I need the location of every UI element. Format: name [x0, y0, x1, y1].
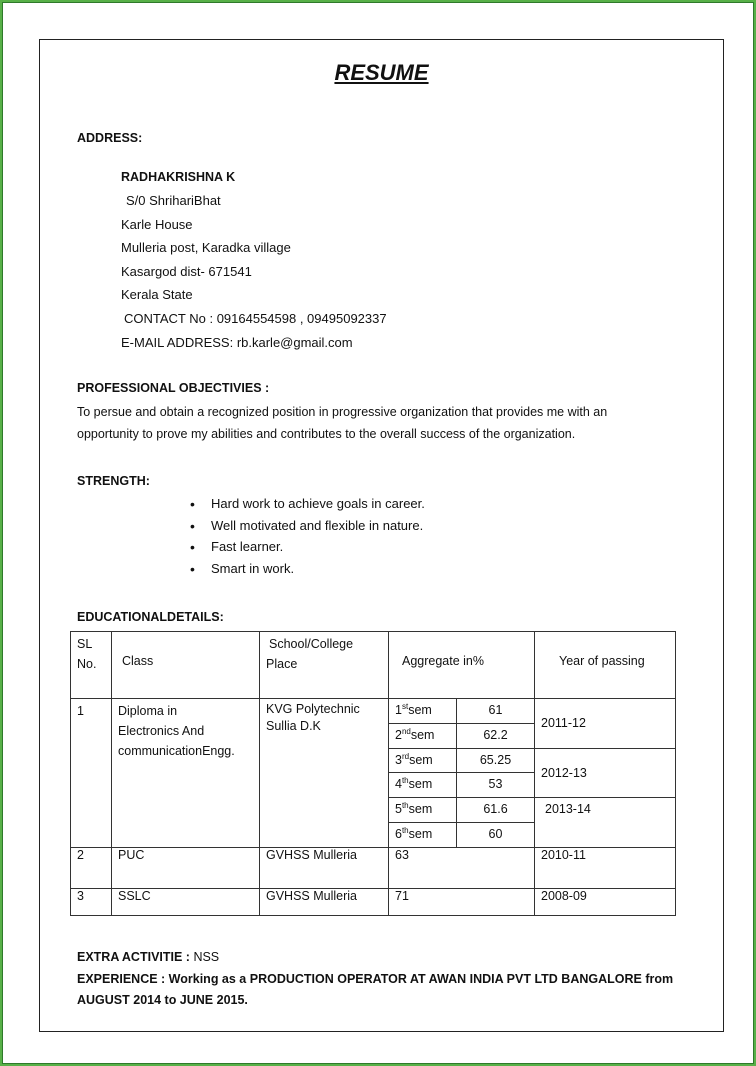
semester-label: 2ndsem — [389, 723, 457, 748]
table-header-row — [71, 632, 676, 699]
row-school: GVHSS Mulleria — [260, 847, 389, 888]
row-sl: 2 — [71, 847, 112, 888]
strength-heading: STRENGTH: — [77, 474, 150, 488]
semester-percent: 62.2 — [457, 723, 535, 748]
year-cell: 2011-12 — [535, 699, 676, 749]
header-sl: SL No. — [71, 632, 112, 699]
address-line: Kerala State — [121, 287, 193, 302]
table-row — [71, 847, 676, 888]
row-year: 2008-09 — [535, 888, 676, 915]
resume-page — [39, 39, 724, 1032]
row-sl: 3 — [71, 888, 112, 915]
extra-activities: EXTRA ACTIVITIE : NSS — [77, 950, 220, 964]
semester-percent: 65.25 — [457, 748, 535, 773]
address-heading: ADDRESS: — [77, 131, 143, 145]
row-aggregate: 71 — [389, 888, 535, 915]
semester-percent: 53 — [457, 773, 535, 798]
semester-label: 5thsem — [389, 798, 457, 823]
applicant-name: RADHAKRISHNA K — [121, 170, 236, 184]
diploma-school: KVG Polytechnic Sullia D.K — [260, 699, 389, 848]
address-line: Mulleria post, Karadka village — [121, 240, 291, 255]
strength-item: • Smart in work. — [190, 561, 425, 583]
address-line: Karle House — [121, 217, 193, 232]
email-address: E-MAIL ADDRESS: rb.karle@gmail.com — [121, 335, 353, 350]
year-cell: 2012-13 — [535, 748, 676, 798]
row-sl: 1 — [71, 699, 112, 848]
semester-percent: 61 — [457, 699, 535, 724]
semester-label: 4thsem — [389, 773, 457, 798]
semester-label: 3rdsem — [389, 748, 457, 773]
row-school: GVHSS Mulleria — [260, 888, 389, 915]
header-aggregate: Aggregate in% — [389, 632, 535, 699]
table-row — [71, 888, 676, 915]
strength-item: • Well motivated and flexible in nature. — [190, 518, 425, 540]
experience-line: EXPERIENCE : Working as a PRODUCTION OPERATOR AT AWAN INDIA PVT LTD BANGALORE from — [77, 972, 674, 986]
semester-percent: 60 — [457, 822, 535, 847]
strength-item: • Hard work to achieve goals in career. — [190, 496, 425, 518]
objectives-text-line: To persue and obtain a recognized position in progressive organization that provides me with an — [77, 405, 608, 419]
contact-number: CONTACT No : 09164554598 , 09495092337 — [124, 311, 387, 326]
year-cell: 2013-14 — [535, 798, 676, 848]
table-row — [71, 699, 676, 724]
row-class: PUC — [112, 847, 260, 888]
semester-label: 6thsem — [389, 822, 457, 847]
row-year: 2010-11 — [535, 847, 676, 888]
page-title: RESUME — [334, 60, 429, 85]
objectives-text-line: opportunity to prove my abilities and contributes to the overall success of the organization. — [77, 427, 576, 441]
education-table — [70, 631, 676, 916]
outer-frame — [2, 2, 754, 1064]
header-year: Year of passing — [535, 632, 676, 699]
header-class: Class — [112, 632, 260, 699]
semester-percent: 61.6 — [457, 798, 535, 823]
semester-label: 1stsem — [389, 699, 457, 724]
address-line: S/0 ShrihariBhat — [126, 193, 221, 208]
row-aggregate: 63 — [389, 847, 535, 888]
strength-list — [190, 496, 425, 583]
education-heading: EDUCATIONALDETAILS: — [77, 610, 224, 624]
row-class: SSLC — [112, 888, 260, 915]
header-school: School/College Place — [260, 632, 389, 699]
address-line: Kasargod dist- 671541 — [121, 264, 252, 279]
diploma-class: Diploma in Electronics And communicationEngg. — [112, 699, 260, 848]
strength-item: • Fast learner. — [190, 539, 425, 561]
experience-line: AUGUST 2014 to JUNE 2015. — [77, 993, 248, 1007]
objectives-heading: PROFESSIONAL OBJECTIVIES : — [77, 381, 270, 395]
